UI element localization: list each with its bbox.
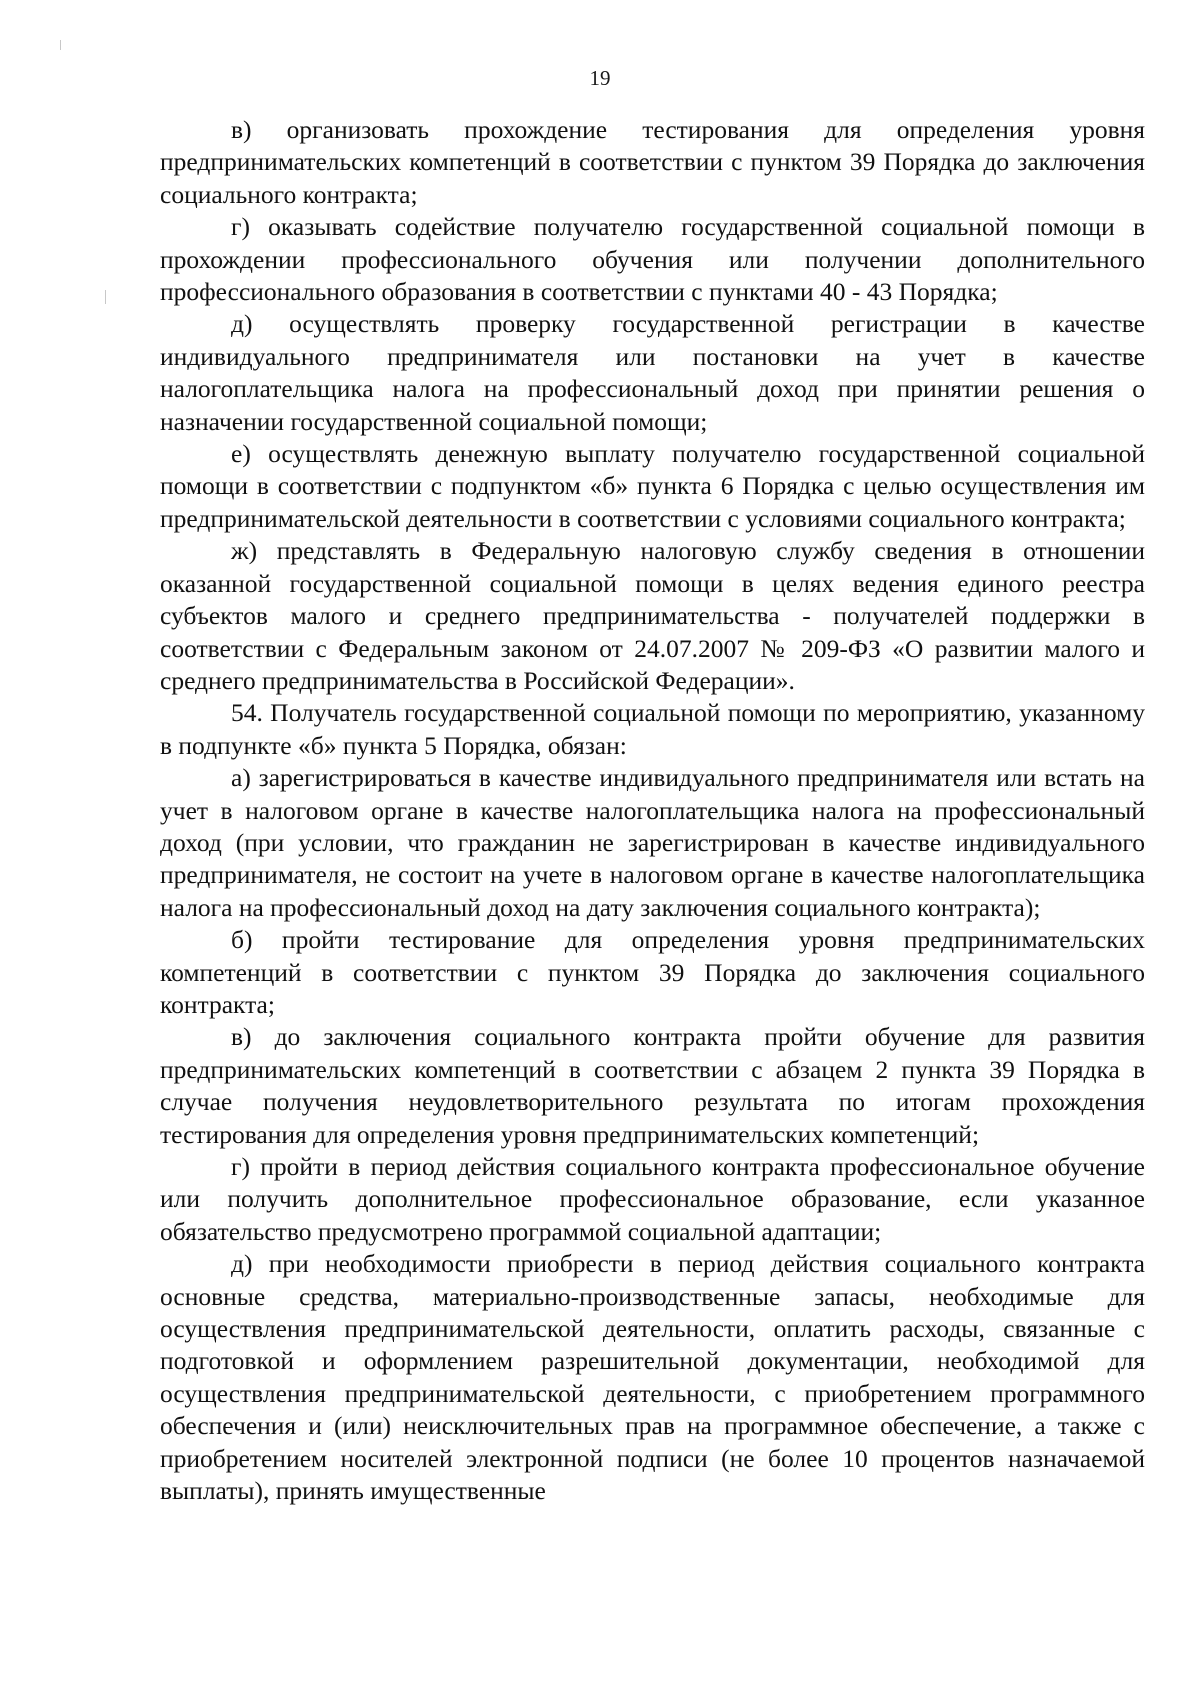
paragraph-54-obligations: 54. Получатель государственной социальной помощи по мероприятию, указанному в подпункте «б» пункта 5 Порядка, обязан: [160,698,1145,760]
paragraph-d-registration-check: д) осуществлять проверку государственной регистрации в качестве индивидуального предпринимателя или постановки на учет в качестве налогоплательщика налога на профессиональный доход при принятии решения о назначении государственной социальной помощи; [160,309,1145,436]
paragraph-d-acquire-assets: д) при необходимости приобрести в период действия социального контракта основные средства, материально-производственные запасы, необходимые для осуществления предпринимательской деятельности, оплатить расходы, связанные с подготовкой и оформлением разрешительной документации, необходимой для осуществления предпринимательской деятельности, с приобретением программного обеспечения и (или) неисключительных прав на программное обеспечение, а также с приобретением носителей электронной подписи (не более 10 процентов назначаемой выплаты), принять имущественные [160,1249,1145,1506]
paragraph-v-training: в) до заключения социального контракта пройти обучение для развития предпринимательских компетенций в соответствии с абзацем 2 пункта 39 Порядка в случае получения неудовлетворительного результата по итогам прохождения тестирования для определения уровня предпринимательских компетенций; [160,1022,1145,1149]
paragraph-a-register: а) зарегистрироваться в качестве индивидуального предпринимателя или встать на учет в налоговом органе в качестве налогоплательщика налога на профессиональный доход (при условии, что гражданин не зарегистрирован в качестве индивидуального предпринимателя, не состоит на учете в налоговом органе в качестве налогоплательщика налога на профессиональный доход на дату заключения социального контракта); [160,763,1145,922]
document-body [160,114,1145,1507]
paragraph-v-testing: в) организовать прохождение тестирования для определения уровня предпринимательских компетенций в соответствии с пунктом 39 Порядка до заключения социального контракта; [160,115,1145,209]
scan-margin-mark [105,290,106,304]
page-number: 19 [589,66,611,90]
scan-margin-mark [60,40,61,50]
paragraph-zh-tax-service: ж) представлять в Федеральную налоговую службу сведения в отношении оказанной государственной социальной помощи в целях ведения единого реестра субъектов малого и среднего предпринимательства - получателей поддержки в соответствии с Федеральным законом от 24.07.2007 № 209-ФЗ «О развитии малого и среднего предпринимательства в Российской Федерации». [160,536,1145,695]
paragraph-e-payment: е) осуществлять денежную выплату получателю государственной социальной помощи в соответствии с подпунктом «б» пункта 6 Порядка с целью осуществления им предпринимательской деятельности в соответствии с условиями социального контракта; [160,439,1145,533]
paragraph-g-training-assistance: г) оказывать содействие получателю государственной социальной помощи в прохождении профессионального обучения или получении дополнительного профессионального образования в соответствии с пунктами 40 - 43 Порядка; [160,212,1145,307]
paragraph-g-professional-education: г) пройти в период действия социального контракта профессиональное обучение или получить дополнительное профессиональное образование, если указанное обязательство предусмотрено программой социальной адаптации; [160,1152,1145,1246]
paragraph-b-testing: б) пройти тестирование для определения уровня предпринимательских компетенций в соответствии с пунктом 39 Порядка до заключения социального контракта; [160,925,1145,1019]
